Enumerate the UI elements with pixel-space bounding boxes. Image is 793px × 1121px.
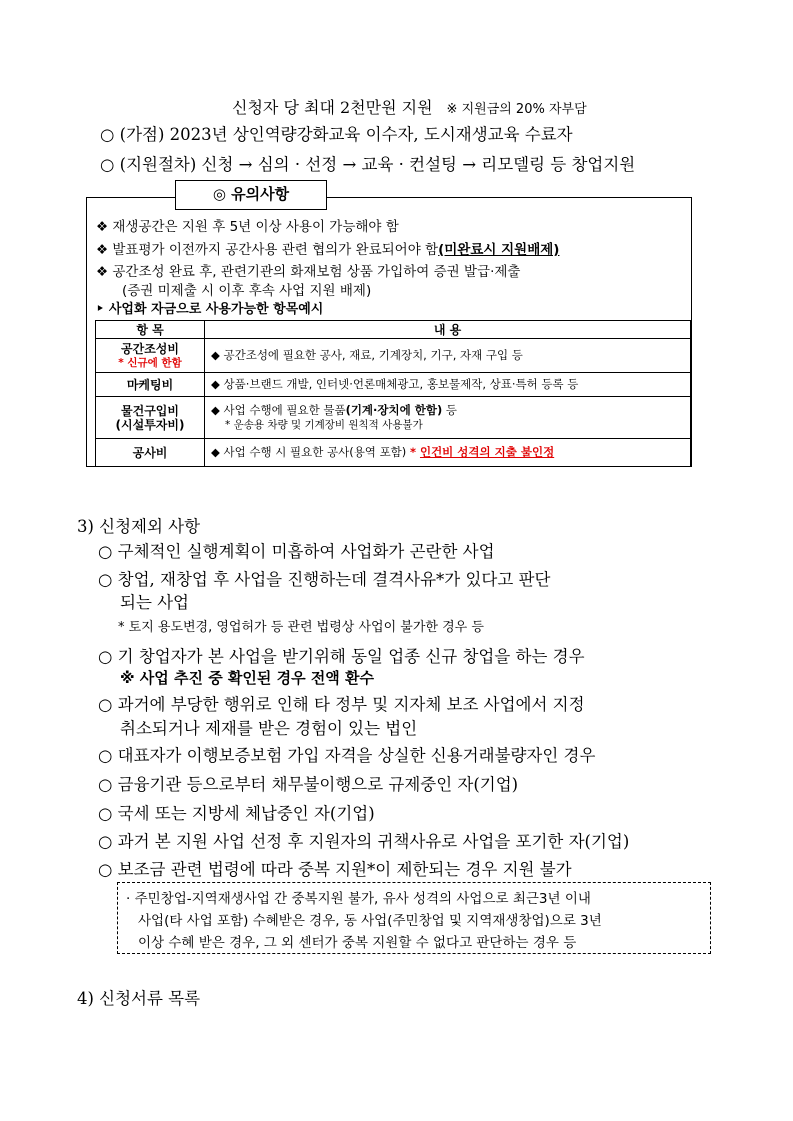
- usable-items-heading: ‣ 사업화 자금으로 사용가능한 항목예시: [96, 302, 324, 317]
- table-row: [96, 439, 691, 467]
- exclusion-item-7: ○ 국세 또는 지방세 체납중인 자(기업): [98, 804, 375, 823]
- category-cell: [96, 397, 205, 439]
- caution-item-2-text: ❖ 발표평가 이전까지 공간사용 관련 협의가 완료되어야 함: [96, 242, 439, 258]
- exclusion-item-2: ○ 창업, 재창업 후 사업을 진행하는데 결격사유*가 있다고 판단: [98, 570, 551, 589]
- self-payment-note: ※ 지원금의 20% 자부담: [446, 102, 587, 117]
- desc-red-note: 인건비 성격의 지출 불인정: [419, 445, 555, 459]
- duplicate-note-line-2: 사업(타 사업 포함) 수혜받은 경우, 동 사업(주민창업 및 지역재생창업)으로 3년: [138, 913, 602, 929]
- header-item: 항 목: [96, 321, 205, 339]
- category-label: 물건구입비: [121, 403, 179, 418]
- table-row: [96, 397, 691, 439]
- desc-subnote: * 운송용 차량 및 기계장비 원칙적 사용불가: [225, 418, 423, 431]
- exclusion-item-3-note: ※ 사업 추진 중 확인된 경우 전액 환수: [120, 669, 374, 687]
- category-cell: 공사비: [96, 439, 205, 467]
- description-cell: [205, 397, 691, 439]
- description-cell: ◆ 상품·브랜드 개발, 인터넷·언론매체광고, 홍보물제작, 상표·특허 등록 등: [205, 373, 691, 397]
- caution-item-2: [96, 238, 559, 258]
- caution-title: ◎ 유의사항: [175, 180, 327, 210]
- description-cell: ◆ 공간조성에 필요한 공사, 재료, 기계장치, 기구, 자재 구입 등: [205, 339, 691, 373]
- table-header-row: [96, 321, 691, 339]
- exclusion-item-9: ○ 보조금 관련 법령에 따라 중복 지원*이 제한되는 경우 지원 불가: [98, 860, 572, 879]
- exclusion-item-1: ○ 구체적인 실행계획이 미흡하여 사업화가 곤란한 사업: [98, 542, 495, 561]
- desc-text: ◆ 사업 수행에 필요한 물품: [211, 402, 346, 417]
- support-amount-text: 신청자 당 최대 2천만원 지원: [232, 98, 433, 117]
- description-cell: [205, 439, 691, 467]
- support-amount-line: [232, 95, 587, 118]
- exclusion-item-3: ○ 기 창업자가 본 사업을 받기위해 동일 업종 신규 창업을 하는 경우: [98, 647, 585, 666]
- caution-item-3-cont: (증권 미제출 시 이후 후속 사업 지원 배제): [122, 283, 372, 299]
- exclusion-item-2-cont: 되는 사업: [120, 593, 190, 612]
- desc-text: ◆ 사업 수행 시 필요한 공사(용역 포함): [211, 445, 410, 459]
- table-row: [96, 339, 691, 373]
- category-note: * 신규에 한함: [118, 356, 182, 369]
- section-4-heading: 4) 신청서류 목록: [77, 989, 201, 1008]
- procedure-line: ○ (지원절차) 신청 → 심의 · 선정 → 교육 · 컨설팅 → 리모델링 등 창업지원: [100, 155, 636, 174]
- usable-items-table: [95, 320, 691, 467]
- bonus-points-line: ○ (가점) 2023년 상인역량강화교육 이수자, 도시재생교육 수료자: [100, 125, 573, 144]
- exclusion-item-6: ○ 금융기관 등으로부터 채무불이행으로 규제중인 자(기업): [98, 775, 519, 794]
- caution-item-2-emphasis: (미완료시 지원배제): [438, 242, 560, 258]
- duplicate-note-line-3: 이상 수혜 받은 경우, 그 외 센터가 중복 지원할 수 없다고 판단하는 경우 등: [138, 935, 577, 951]
- category-cell: [96, 339, 205, 373]
- caution-item-3: ❖ 공간조성 완료 후, 관련기관의 화재보험 상품 가입하여 증권 발급·제출: [96, 264, 521, 280]
- desc-bold: (기계·장치에 한함): [345, 402, 443, 417]
- exclusion-item-2-note: * 토지 용도변경, 영업허가 등 관련 법령상 사업이 불가한 경우 등: [118, 620, 484, 635]
- caution-item-1: ❖ 재생공간은 지원 후 5년 이상 사용이 가능해야 함: [96, 219, 399, 235]
- desc-red-star: *: [409, 445, 420, 459]
- exclusion-item-5: ○ 대표자가 이행보증보험 가입 자격을 상실한 신용거래불량자인 경우: [98, 746, 596, 765]
- table-row: [96, 373, 691, 397]
- exclusion-item-8: ○ 과거 본 지원 사업 선정 후 지원자의 귀책사유로 사업을 포기한 자(기업): [98, 832, 630, 851]
- category-label: 공간조성비: [121, 341, 179, 356]
- category-cell: 마케팅비: [96, 373, 205, 397]
- category-label-2: (시설투자비): [115, 417, 185, 432]
- header-content: 내 용: [205, 321, 691, 339]
- desc-text-post: 등: [442, 402, 457, 417]
- exclusion-item-4-cont: 취소되거나 제재를 받은 경험이 있는 법인: [120, 719, 418, 738]
- exclusion-item-4: ○ 과거에 부당한 행위로 인해 타 정부 및 지자체 보조 사업에서 지정: [98, 695, 585, 714]
- duplicate-note-line-1: · 주민창업-지역재생사업 간 중복지원 불가, 유사 성격의 사업으로 최근3년 이내: [126, 891, 591, 907]
- section-3-heading: 3) 신청제외 사항: [77, 517, 201, 536]
